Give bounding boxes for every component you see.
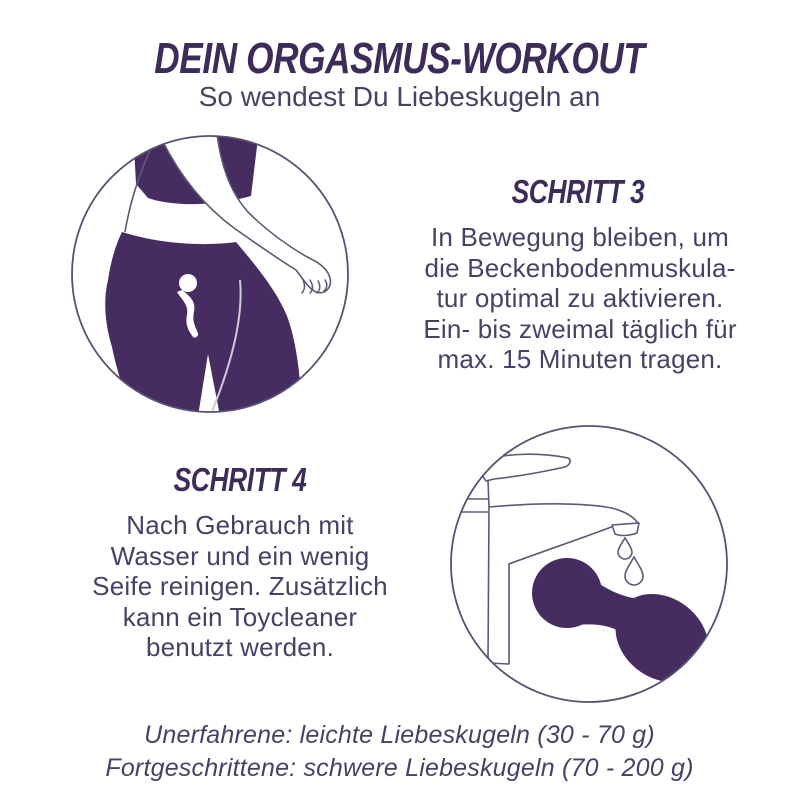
weight-guidance [0, 719, 799, 785]
step3-line: tur optimal zu aktivieren. [436, 283, 724, 313]
step4-heading-text: SCHRITT 4 [173, 461, 307, 498]
page-title-text: DEIN ORGASMUS-WORKOUT [154, 34, 645, 83]
step3-heading [378, 174, 778, 210]
step3-heading-text: SCHRITT 3 [511, 173, 645, 210]
page-title [0, 36, 799, 82]
step3-line: die Beckenbodenmuskula- [424, 252, 736, 283]
step4-illustration [448, 423, 730, 705]
faucet-illustration-icon [448, 423, 730, 705]
page-subtitle: So wendest Du Liebeskugeln an [198, 81, 601, 112]
step4-line: kann ein Toycleaner [122, 601, 358, 632]
step3-text [368, 222, 792, 375]
step3-line: max. 15 Minuten tragen. [437, 344, 723, 374]
step4-text [28, 510, 452, 663]
woman-illustration-icon [68, 132, 352, 416]
weight-guidance-advanced: Fortgeschrittene: schwere Liebeskugeln (70 - 200 g) [105, 754, 694, 782]
step3-line: Ein- bis zweimal täglich für [423, 313, 737, 344]
step3-illustration [68, 132, 352, 416]
step3-line: In Bewegung bleiben, um [430, 222, 730, 252]
step4-heading [40, 462, 440, 498]
step4-line: Seife reinigen. Zusätzlich [92, 571, 388, 601]
step4-line: Nach Gebrauch mit [126, 510, 354, 540]
weight-guidance-beginners: Unerfahrene: leichte Liebeskugeln (30 - 70 g) [144, 721, 655, 749]
love-ball-icon [179, 274, 197, 292]
step4-line: benutzt werden. [145, 632, 334, 662]
faucet-joint-line [488, 480, 489, 507]
faucet-outlet-shape [612, 523, 639, 535]
step4-line: Wasser und ein wenig [110, 540, 370, 571]
